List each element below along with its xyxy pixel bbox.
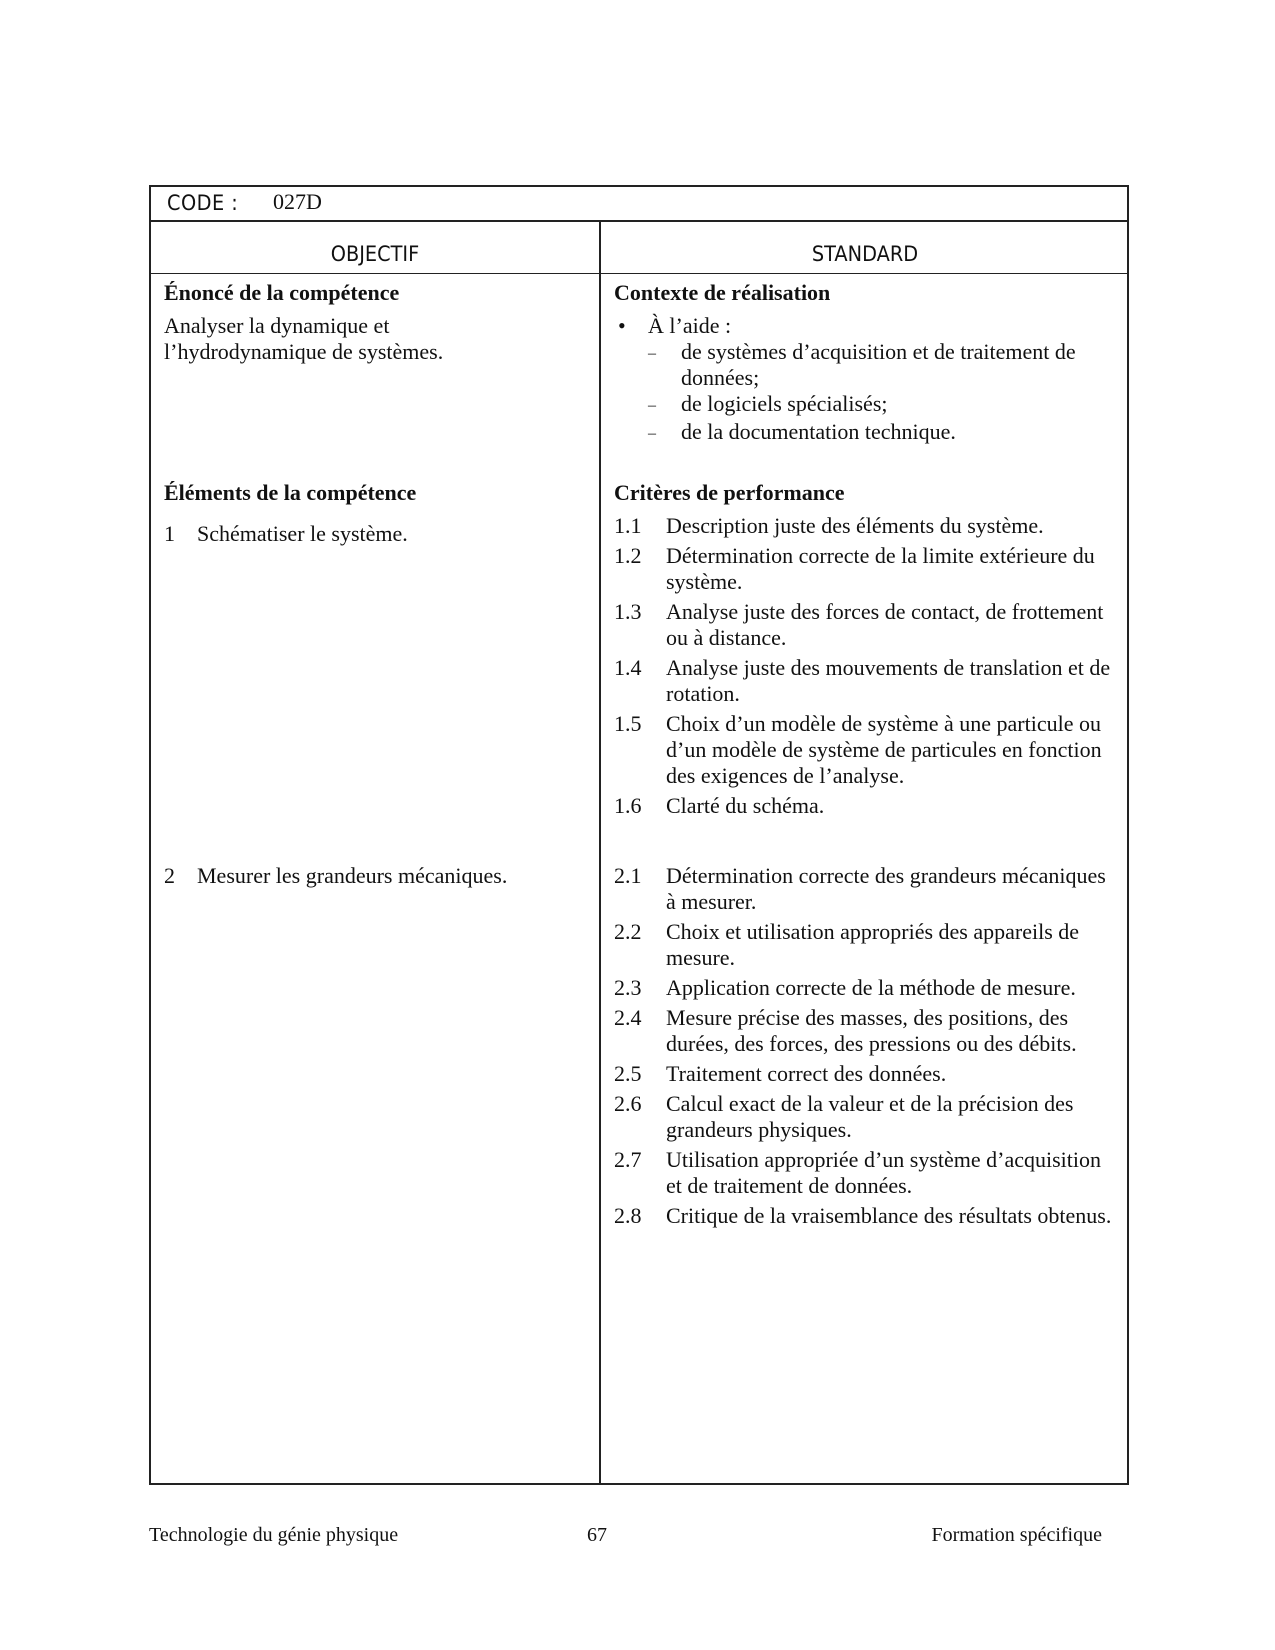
criteria-list-1 <box>614 513 1114 819</box>
criteria-list-2 <box>614 863 1114 1233</box>
criterion-number: 1.2 <box>614 543 642 568</box>
criterion-number: 1.4 <box>614 655 642 680</box>
elements-title: Éléments de la compétence <box>164 480 417 505</box>
dash-icon: – <box>648 425 656 442</box>
criterion-item <box>614 1091 1114 1143</box>
criterion-item <box>614 543 1114 595</box>
code-row <box>151 187 1127 222</box>
bullet-icon: • <box>618 313 626 338</box>
contexte-item-text: de la documentation technique. <box>681 419 956 444</box>
criterion-text: Clarté du schéma. <box>666 793 825 818</box>
criterion-text: Critique de la vraisemblance des résultats obtenus. <box>666 1203 1112 1228</box>
objective-column <box>164 275 589 888</box>
element-item <box>164 863 507 889</box>
criterion-number: 2.8 <box>614 1203 642 1228</box>
criterion-item <box>614 1203 1114 1229</box>
criterion-text: Détermination correcte de la limite extérieure du système. <box>666 543 1095 594</box>
criterion-item <box>614 1147 1114 1199</box>
element-item <box>164 521 408 547</box>
standard-column <box>614 275 1114 1228</box>
contexte-title: Contexte de réalisation <box>614 280 831 305</box>
footer-section-title: Formation spécifique <box>931 1524 1102 1546</box>
enonce-title: Énoncé de la compétence <box>164 280 400 305</box>
criterion-number: 1.6 <box>614 793 642 818</box>
code-value: 027D <box>273 189 322 214</box>
criterion-text: Utilisation appropriée d’un système d’acquisition et de traitement de données. <box>666 1147 1102 1198</box>
criterion-number: 1.5 <box>614 711 642 736</box>
criterion-item <box>614 711 1114 789</box>
criterion-number: 1.3 <box>614 599 642 624</box>
contexte-item <box>648 391 1114 419</box>
criterion-text: Détermination correcte des grandeurs mécaniques à mesurer. <box>666 863 1106 914</box>
code-label: CODE : <box>167 191 239 215</box>
criterion-number: 2.6 <box>614 1091 642 1116</box>
criterion-item <box>614 1005 1114 1057</box>
objective-header: OBJECTIF <box>330 242 420 266</box>
enonce-text-line-2: l’hydrodynamique de systèmes. <box>164 339 444 364</box>
criterion-number: 2.4 <box>614 1005 642 1030</box>
element-number: 1 <box>164 521 175 546</box>
criterion-number: 2.1 <box>614 863 642 888</box>
enonce-text <box>164 313 589 365</box>
criterion-number: 2.7 <box>614 1147 642 1172</box>
criterion-text: Analyse juste des mouvements de translation et de rotation. <box>666 655 1111 706</box>
criterion-number: 2.2 <box>614 919 642 944</box>
criteres-title: Critères de performance <box>614 480 845 505</box>
standard-header: STANDARD <box>811 242 919 266</box>
contexte-item-text: de logiciels spécialisés; <box>681 391 888 416</box>
page-number: 67 <box>587 1524 607 1546</box>
criterion-number: 2.5 <box>614 1061 642 1086</box>
criterion-text: Description juste des éléments du système. <box>666 513 1044 538</box>
criterion-number: 1.1 <box>614 513 642 538</box>
criterion-text: Traitement correct des données. <box>666 1061 947 1086</box>
dash-icon: – <box>648 397 656 414</box>
criterion-text: Analyse juste des forces de contact, de frottement ou à distance. <box>666 599 1104 650</box>
footer-program-title: Technologie du génie physique <box>149 1524 399 1546</box>
contexte-item <box>648 339 1114 391</box>
contexte-item-text: de systèmes d’acquisition et de traitement de données; <box>681 339 1076 390</box>
criterion-text: Calcul exact de la valeur et de la précision des grandeurs physiques. <box>666 1091 1074 1142</box>
criterion-item <box>614 599 1114 651</box>
competency-table <box>149 185 1129 1485</box>
element-number: 2 <box>164 863 175 888</box>
criterion-text: Mesure précise des masses, des positions, des durées, des forces, des pressions ou des débits. <box>666 1005 1077 1056</box>
element-text: Schématiser le système. <box>197 521 408 546</box>
criterion-number: 2.3 <box>614 975 642 1000</box>
criterion-item <box>614 975 1114 1001</box>
enonce-text-line-1: Analyser la dynamique et <box>164 313 390 338</box>
criterion-text: Choix d’un modèle de système à une particule ou d’un modèle de système de particules en fonction des exigences de l’analyse. <box>666 711 1102 788</box>
contexte-item <box>648 419 1114 447</box>
dash-icon: – <box>648 345 656 362</box>
criterion-text: Choix et utilisation appropriés des appareils de mesure. <box>666 919 1080 970</box>
bullet-text: À l’aide : <box>648 313 732 338</box>
criterion-item <box>614 793 1114 819</box>
criterion-item <box>614 1061 1114 1087</box>
criterion-item <box>614 919 1114 971</box>
column-header-row <box>151 222 1127 274</box>
contexte-bullet <box>614 313 1114 339</box>
criteria-block-1 <box>614 475 1114 823</box>
criterion-text: Application correcte de la méthode de mesure. <box>666 975 1076 1000</box>
criterion-item <box>614 513 1114 539</box>
criterion-item <box>614 655 1114 707</box>
contexte-list <box>648 339 1114 447</box>
criterion-item <box>614 863 1114 915</box>
element-text: Mesurer les grandeurs mécaniques. <box>197 863 508 888</box>
column-divider <box>599 222 601 1483</box>
